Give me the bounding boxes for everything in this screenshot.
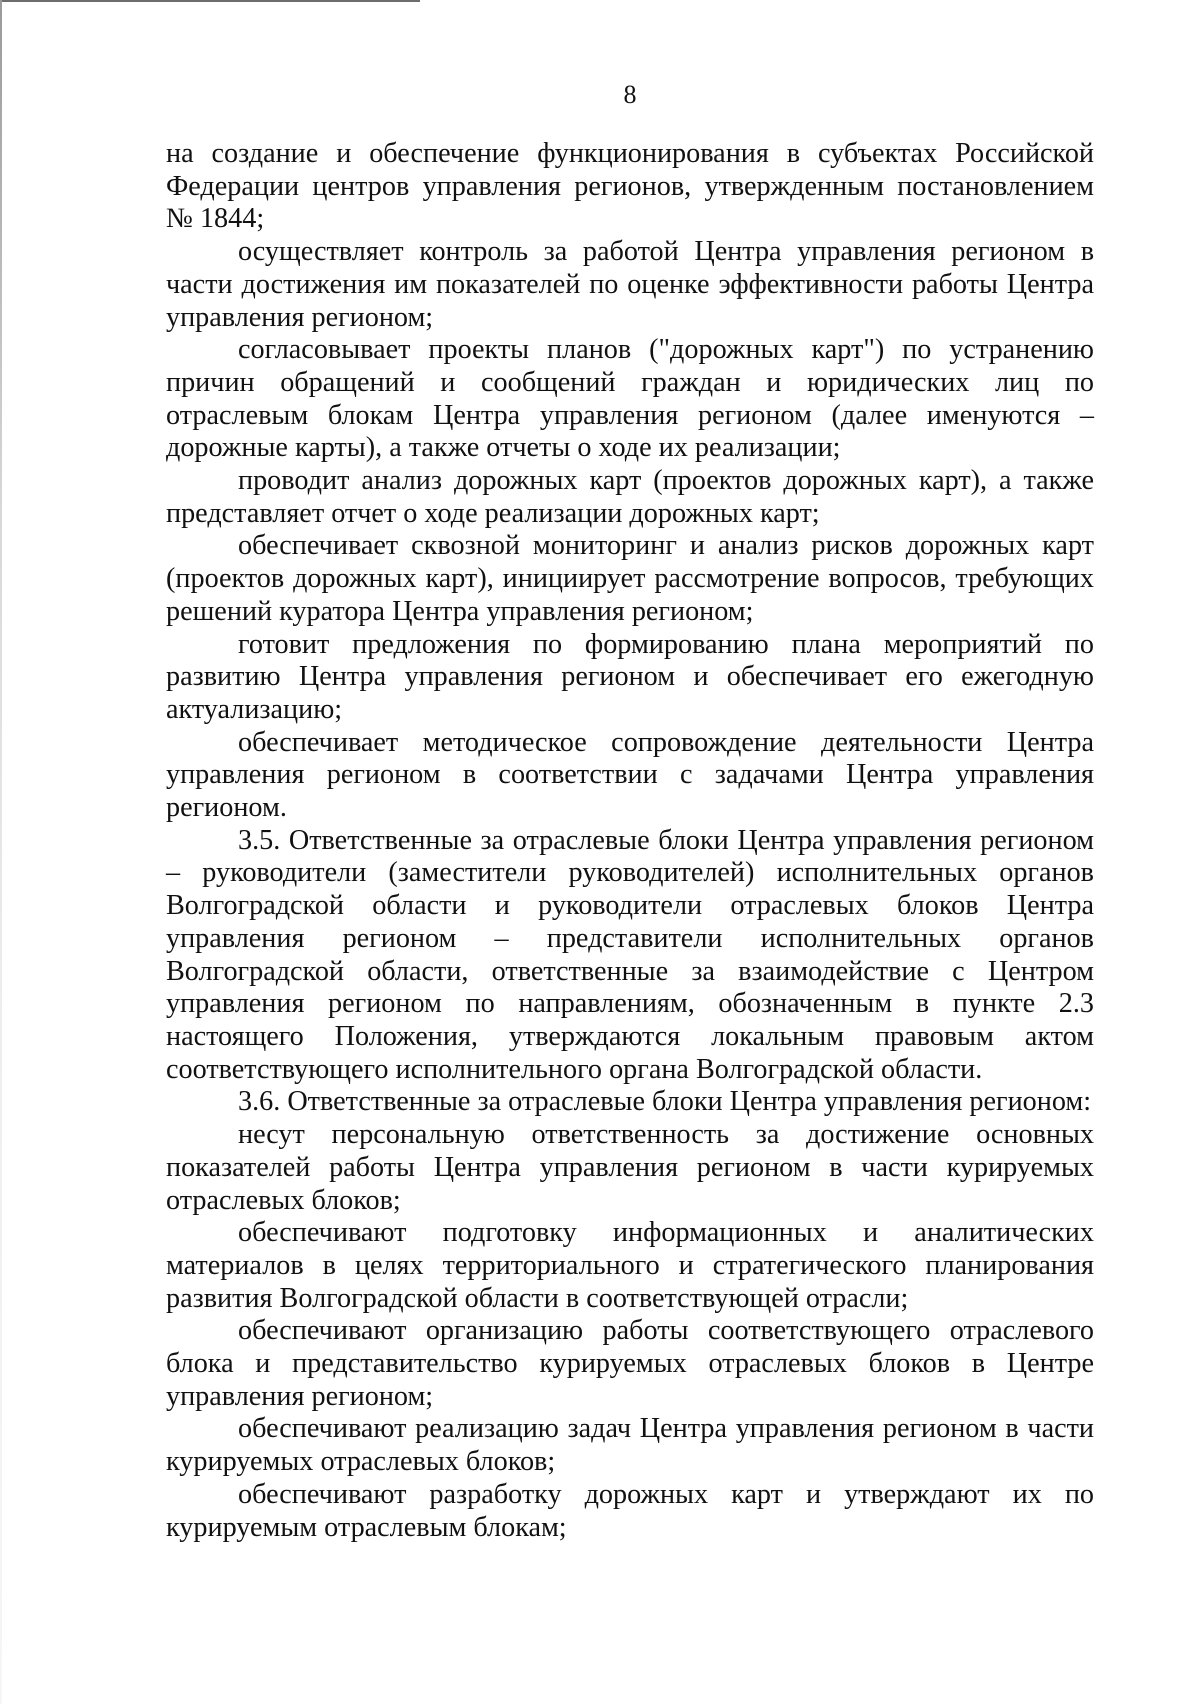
paragraph: обеспечивает сквозной мониторинг и анализ рисков дорожных карт (проектов дорожных карт), инициирует рассмотрение вопросов, требующих решений куратора Центра управления регионом; <box>166 530 1094 627</box>
scan-edge-top <box>0 0 420 2</box>
paragraph: обеспечивает методическое сопровождение деятельности Центра управления регионом в соответствии с задачами Центра управления регионом. <box>166 726 1094 824</box>
paragraph: на создание и обеспечение функционирования в субъектах Российской Федерации центров управления регионов, утвержденным постановлением № 1844; <box>166 138 1094 235</box>
paragraph-3-5: 3.5. Ответственные за отраслевые блоки Центра управления регионом – руководители (заместители руководителей) исполнительных органов Волгоградской области и руководители отраслевых блоков Центра управления регионом – представители исполнительных органов Волгоградской области, ответственные за взаимодействие с Центром управления регионом по направлениям, обозначенным в пункте 2.3 настоящего Положения, утверждаются локальным правовым актом соответствующего исполнительного органа Волгоградской области. <box>166 824 1094 1085</box>
paragraph: готовит предложения по формированию плана мероприятий по развитию Центра управления регионом и обеспечивает его ежегодную актуализацию; <box>166 628 1094 725</box>
paragraph: обеспечивают разработку дорожных карт и утверждают их по курируемым отраслевым блокам; <box>166 1478 1094 1543</box>
paragraph: несут персональную ответственность за достижение основных показателей работы Центра управления регионом в части курируемых отраслевых блоков; <box>166 1119 1094 1216</box>
paragraph: обеспечивают подготовку информационных и аналитических материалов в целях территориального и стратегического планирования развития Волгоградской области в соответствующей отрасли; <box>166 1217 1094 1314</box>
paragraph: проводит анализ дорожных карт (проектов дорожных карт), а также представляет отчет о ходе реализации дорожных карт; <box>166 465 1094 529</box>
paragraph-3-6: 3.6. Ответственные за отраслевые блоки Центра управления регионом: <box>238 1086 1092 1118</box>
paragraph: осуществляет контроль за работой Центра управления регионом в части достижения им показателей по оценке эффективности работы Центра управления регионом; <box>166 236 1094 333</box>
scan-edge-left <box>0 0 2 1704</box>
document-body <box>166 138 1094 1544</box>
page-number: 8 <box>623 80 637 109</box>
paragraph: обеспечивают организацию работы соответствующего отраслевого блока и представительство курируемых отраслевых блоков в Центре управления регионом; <box>166 1315 1094 1412</box>
paragraph: согласовывает проекты планов ("дорожных карт") по устранению причин обращений и сообщений граждан и юридических лиц по отраслевым блокам Центра управления регионом (далее именуются – дорожные карты), а также отчеты о ходе их реализации; <box>166 334 1094 464</box>
paragraph: обеспечивают реализацию задач Центра управления регионом в части курируемых отраслевых блоков; <box>166 1413 1094 1478</box>
